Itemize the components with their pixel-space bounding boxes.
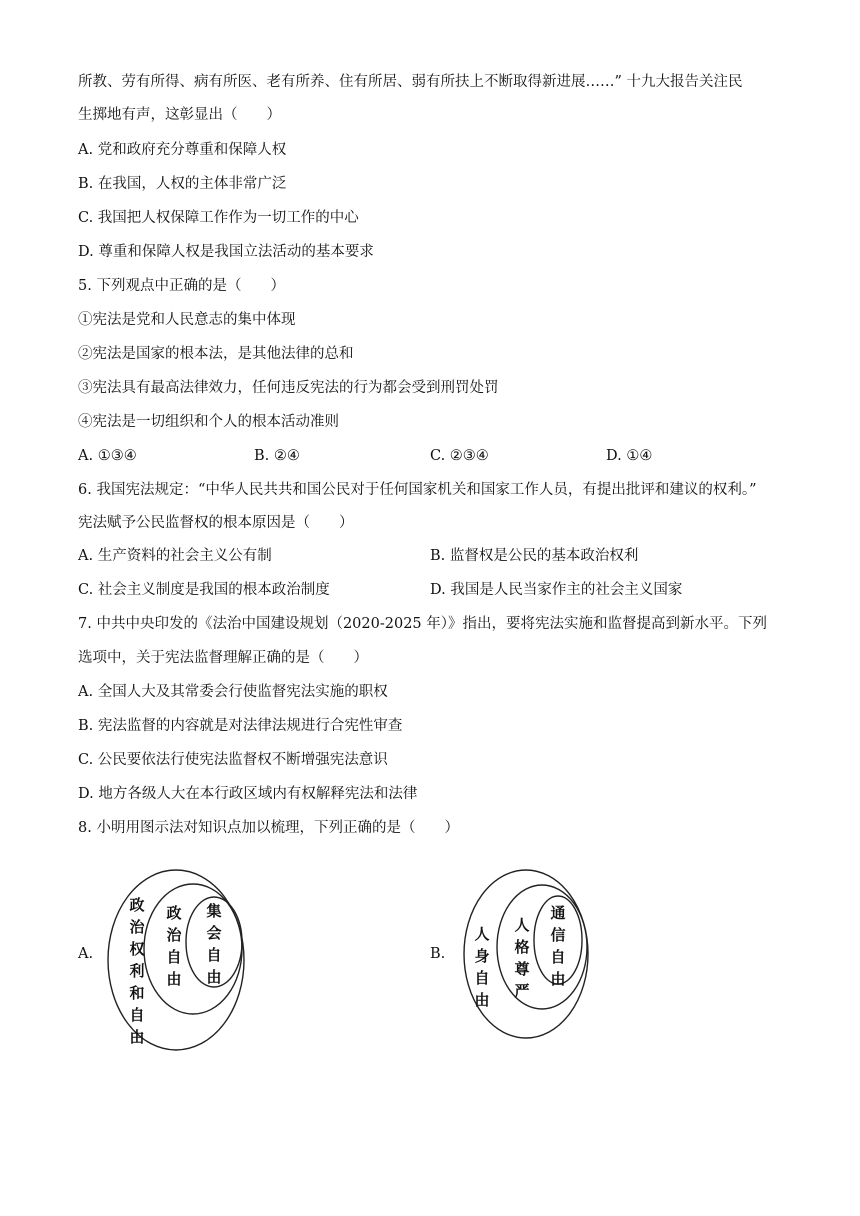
- q6-option-c: C. 社会主义制度是我国的根本政治制度: [78, 582, 330, 598]
- q5-stem: 5. 下列观点中正确的是（ ）: [78, 278, 285, 294]
- svg-text:通: 通: [550, 904, 566, 922]
- q6-stem-line2: 宪法赋予公民监督权的根本原因是（ ）: [78, 515, 354, 531]
- q5-option-a: A. ①③④: [78, 448, 137, 464]
- q4-stem-line1: 所教、劳有所得、病有所医、老有所养、住有所居、弱有所扶上不断取得新进展……” 十九大报告关注民: [78, 74, 743, 90]
- q4-option-b: B. 在我国，人权的主体非常广泛: [78, 176, 287, 192]
- q8-option-a-label: A.: [78, 946, 94, 962]
- q7-stem-line1: 7. 中共中央印发的《法治中国建设规划（2020-2025 年）》指出，要将宪法实施和监督提高到新水平。下列: [78, 616, 768, 632]
- q4-option-d: D. 尊重和保障人权是我国立法活动的基本要求: [78, 244, 374, 260]
- svg-text:政: 政: [166, 904, 182, 922]
- q8-diagram-a: [100, 862, 260, 1058]
- diagram-a-outer-text: [128, 896, 145, 1046]
- svg-text:自: 自: [474, 969, 490, 987]
- svg-text:严: 严: [514, 982, 530, 1000]
- diagram-b-middle-text: [514, 916, 529, 1000]
- svg-text:自: 自: [166, 948, 182, 966]
- svg-text:自: 自: [129, 1006, 145, 1024]
- diagram-a-middle-ellipse: [144, 884, 242, 1014]
- q5-statement-4: ④宪法是一切组织和个人的根本活动准则: [78, 414, 339, 430]
- svg-text:自: 自: [206, 946, 222, 964]
- q7-option-a: A. 全国人大及其常委会行使监督宪法实施的职权: [78, 684, 388, 700]
- q8-stem: 8. 小明用图示法对知识点加以梳理，下列正确的是（ ）: [78, 820, 459, 836]
- svg-text:由: 由: [166, 970, 182, 988]
- q5-statement-2: ②宪法是国家的根本法，是其他法律的总和: [78, 346, 354, 362]
- q5-statement-1: ①宪法是党和人民意志的集中体现: [78, 312, 296, 328]
- svg-text:由: 由: [129, 1028, 145, 1046]
- q8-diagram-b: [454, 862, 604, 1048]
- svg-text:利: 利: [129, 962, 145, 980]
- svg-text:和: 和: [129, 984, 145, 1002]
- svg-text:集: 集: [206, 902, 222, 920]
- svg-text:会: 会: [206, 924, 222, 942]
- q5-option-b: B. ②④: [254, 448, 300, 464]
- svg-text:由: 由: [474, 991, 490, 1009]
- svg-text:治: 治: [129, 918, 145, 936]
- q6-option-d: D. 我国是人民当家作主的社会主义国家: [430, 582, 683, 598]
- q7-option-b: B. 宪法监督的内容就是对法律法规进行合宪性审查: [78, 718, 403, 734]
- svg-text:自: 自: [550, 948, 566, 966]
- svg-text:权: 权: [129, 940, 145, 958]
- diagram-b-outer-text: [474, 925, 489, 1009]
- q4-option-a: A. 党和政府充分尊重和保障人权: [78, 142, 287, 158]
- q4-stem-line2: 生掷地有声，这彰显出（ ）: [78, 107, 281, 123]
- q4-option-c: C. 我国把人权保障工作作为一切工作的中心: [78, 210, 359, 226]
- q6-option-a: A. 生产资料的社会主义公有制: [78, 548, 272, 564]
- svg-text:格: 格: [514, 938, 530, 956]
- diagram-a-middle-text: [166, 904, 182, 988]
- diagram-b-middle-ellipse: [497, 885, 587, 1009]
- svg-text:政: 政: [129, 896, 145, 914]
- diagram-a-inner-text: [206, 902, 221, 986]
- svg-text:身: 身: [474, 947, 490, 965]
- svg-text:信: 信: [550, 926, 566, 944]
- q7-option-c: C. 公民要依法行使宪法监督权不断增强宪法意识: [78, 752, 388, 768]
- q8-option-b-label: B.: [430, 946, 446, 962]
- svg-text:由: 由: [550, 970, 566, 988]
- q5-option-c: C. ②③④: [430, 448, 489, 464]
- svg-text:由: 由: [206, 968, 222, 986]
- q6-option-b: B. 监督权是公民的基本政治权利: [430, 548, 639, 564]
- q5-option-d: D. ①④: [606, 448, 653, 464]
- q6-stem-line1: 6. 我国宪法规定：“中华人民共共和国公民对于任何国家机关和国家工作人员，有提出批评和建议的权利。”: [78, 482, 757, 498]
- q5-statement-3: ③宪法具有最高法律效力，任何违反宪法的行为都会受到刑罚处罚: [78, 380, 499, 396]
- svg-text:尊: 尊: [514, 960, 530, 978]
- svg-text:人: 人: [514, 916, 530, 934]
- svg-text:治: 治: [166, 926, 182, 944]
- diagram-b-inner-text: [550, 904, 565, 988]
- q7-option-d: D. 地方各级人大在本行政区域内有权解释宪法和法律: [78, 786, 418, 802]
- svg-text:人: 人: [474, 925, 490, 943]
- q7-stem-line2: 选项中，关于宪法监督理解正确的是（ ）: [78, 650, 368, 666]
